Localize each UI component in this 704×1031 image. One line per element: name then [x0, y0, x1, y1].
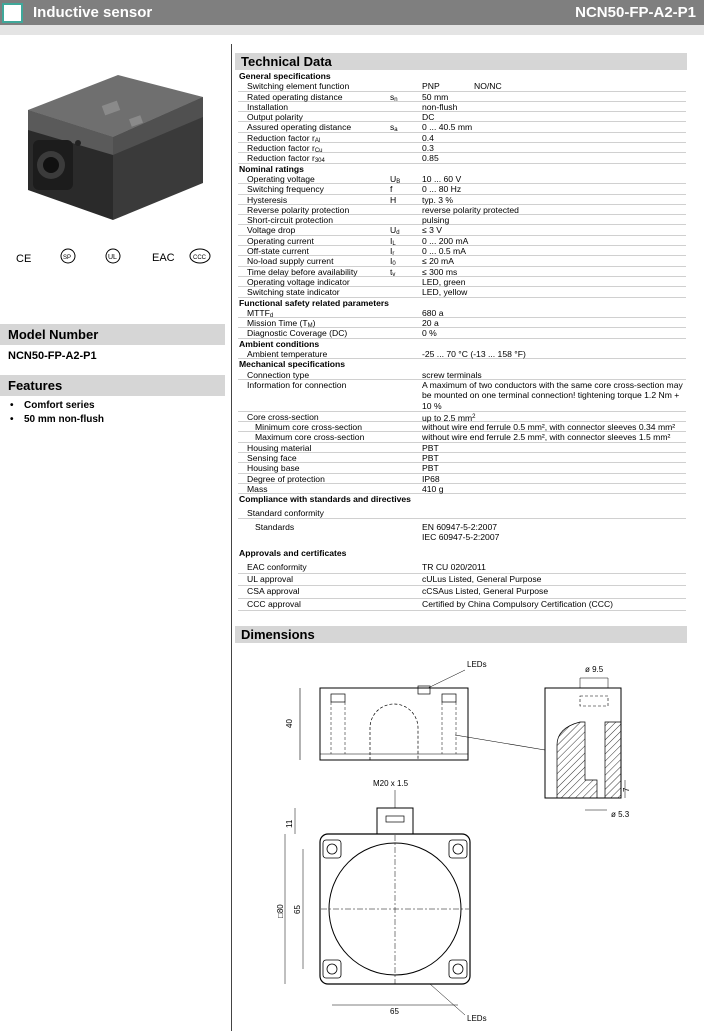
spec-label: Minimum core cross-section	[255, 422, 362, 433]
spec-label: UL approval	[247, 573, 294, 584]
spec-value: PNP	[422, 81, 440, 92]
spec-value: reverse polarity protected	[422, 204, 519, 215]
spec-label: Mass	[247, 483, 268, 494]
spec-row	[238, 133, 686, 143]
dim-eleven: 11	[285, 819, 294, 828]
spec-value: 0 ... 0.5 mA	[422, 246, 466, 257]
spec-row	[238, 112, 686, 122]
spec-value: EN 60947-5-2:2007	[422, 521, 498, 532]
spec-row	[238, 153, 686, 163]
dim-leds-top-label: LEDs	[467, 660, 487, 669]
spec-value: PBT	[422, 452, 439, 463]
dim-diameter-5-3: ø 5.3	[611, 810, 630, 819]
spec-row	[238, 92, 686, 102]
spec-value: 50 mm	[422, 91, 449, 102]
spec-symbol: $U_B$	[390, 173, 401, 185]
features-heading: Features	[0, 375, 225, 396]
feature-item: • 50 mm non-flush	[10, 414, 105, 425]
section-title: Nominal ratings	[239, 163, 304, 174]
spec-value: without wire end ferrule 0.5 mm², with connector sleeves 0.34 mm²	[422, 422, 676, 433]
spec-value: 0.4	[422, 132, 434, 143]
spec-label: No-load supply current	[247, 256, 334, 267]
dim-seven: 7	[622, 787, 631, 792]
dimension-drawing	[235, 650, 700, 1025]
spec-row	[238, 308, 686, 318]
spec-label: Information for connection	[247, 379, 347, 390]
spec-row	[238, 143, 686, 153]
spec-label: Maximum core cross-section	[255, 432, 365, 443]
title-bar	[0, 0, 704, 25]
spec-label: Housing material	[247, 442, 312, 453]
dim-height-40: 40	[285, 719, 294, 728]
spec-label: Reduction factor $r_{304}$	[247, 153, 325, 165]
dim-square-80: □80	[276, 904, 285, 918]
spec-value: cCSAus Listed, General Purpose	[422, 586, 549, 597]
spec-symbol: $I_0$	[390, 256, 396, 268]
spec-value: 680 a	[422, 307, 444, 318]
spec-value: typ. 3 %	[422, 194, 454, 205]
spec-row	[238, 287, 686, 297]
spec-value: Certified by China Compulsory Certification (CCC)	[422, 598, 614, 609]
spec-value: DC	[422, 112, 435, 123]
spec-row	[238, 380, 686, 412]
spec-label: Switching element function	[247, 81, 350, 92]
spec-symbol: $s_n$	[390, 91, 398, 103]
spec-value: LED, green	[422, 276, 466, 287]
spec-value: ≤ 3 V	[422, 225, 443, 236]
model-number-value: NCN50-FP-A2-P1	[8, 350, 97, 362]
spec-symbol: $s_a$	[390, 122, 398, 134]
spec-label: Diagnostic Coverage (DC)	[247, 328, 348, 339]
spec-row	[238, 225, 686, 235]
spec-label: Assured operating distance	[247, 122, 352, 133]
spec-value: screw terminals	[422, 369, 482, 380]
spec-label: CCC approval	[247, 598, 301, 609]
dim-m20-label: M20 x 1.5	[373, 779, 409, 788]
spec-row	[238, 349, 686, 359]
spec-value: 0.85	[422, 153, 439, 164]
spec-value: without wire end ferrule 2.5 mm², with connector sleeves 1.5 mm²	[422, 432, 671, 443]
ce-mark-icon: CE	[16, 253, 32, 265]
product-photo	[18, 55, 213, 225]
spec-value: 0 ... 80 Hz	[422, 184, 462, 195]
spec-row	[238, 586, 686, 598]
spec-value: PBT	[422, 442, 439, 453]
section-title: Mechanical specifications	[239, 359, 346, 370]
spec-row	[238, 474, 686, 484]
spec-label: Housing base	[247, 463, 300, 474]
spec-label: Hysteresis	[247, 194, 288, 205]
spec-value: 0 %	[422, 328, 437, 339]
column-divider	[231, 44, 232, 1031]
spec-symbol: f	[390, 184, 393, 195]
spec-label: Operating voltage indicator	[247, 276, 350, 287]
spec-row	[238, 267, 686, 277]
spec-row	[238, 195, 686, 205]
logo-square-icon	[2, 3, 23, 23]
spec-row	[238, 532, 686, 542]
spec-row	[238, 174, 686, 184]
spec-row	[238, 370, 686, 380]
spec-row	[238, 256, 686, 266]
spec-row	[238, 443, 686, 453]
spec-value: non-flush	[422, 101, 458, 112]
spec-label: Installation	[247, 101, 289, 112]
certification-marks	[10, 242, 220, 272]
model-number-heading: Model Number	[0, 324, 225, 345]
spec-row	[238, 463, 686, 473]
spec-label: Reverse polarity protection	[247, 204, 350, 215]
spec-value: ≤ 20 mA	[422, 256, 454, 267]
section-title: General specifications	[239, 71, 331, 81]
spec-label: EAC conformity	[247, 561, 307, 572]
spec-value: 20 a	[422, 318, 439, 329]
spec-label: Standards	[255, 521, 295, 532]
dim-diameter-9-5: ø 9.5	[585, 665, 604, 674]
spec-value: up to 2.5 $mm^2$	[422, 412, 476, 423]
spec-label: CSA approval	[247, 586, 300, 597]
spec-row	[238, 562, 686, 574]
spec-value: A maximum of two conductors with the same core cross-section may be mounted on one terminal connection! tightening torque 1.2 Nm + 10 %	[422, 379, 683, 411]
model-title: NCN50-FP-A2-P1	[575, 4, 696, 21]
svg-text:UL: UL	[108, 254, 117, 261]
spec-label: Connection type	[247, 369, 310, 380]
spec-label: Degree of protection	[247, 473, 325, 484]
spec-label: Standard conformity	[247, 508, 324, 519]
svg-text:SP: SP	[63, 255, 72, 261]
spec-row	[238, 122, 686, 132]
spec-label: Operating current	[247, 235, 314, 246]
spec-symbol: H	[390, 194, 397, 205]
spec-row	[238, 599, 686, 611]
spec-row	[238, 184, 686, 194]
spec-label: Rated operating distance	[247, 91, 343, 102]
spec-row	[238, 277, 686, 287]
spec-label: Reduction factor $r_{Cu}$	[247, 143, 323, 155]
technical-data-heading: Technical Data	[235, 53, 687, 70]
spec-label: Sensing face	[247, 452, 297, 463]
spec-row	[238, 205, 686, 215]
spec-label: Switching frequency	[247, 184, 324, 195]
page-title: Inductive sensor	[33, 4, 153, 21]
spec-label: Time delay before availability	[247, 266, 358, 277]
spec-row	[238, 246, 686, 256]
spec-row	[238, 215, 686, 225]
spec-label: Off-state current	[247, 246, 309, 257]
spec-value: TR CU 020/2011	[422, 561, 486, 572]
spec-row	[238, 102, 686, 112]
dim-horizontal-65: 65	[390, 1007, 399, 1016]
spec-label: Mission Time $(T_M)$	[247, 318, 316, 330]
spec-value: PBT	[422, 463, 439, 474]
header-underbar	[0, 25, 704, 35]
feature-item: • Comfort series	[10, 400, 95, 411]
spec-label: Voltage drop	[247, 225, 296, 236]
eac-mark-icon: EAC	[152, 252, 175, 264]
spec-label: Operating voltage	[247, 173, 315, 184]
spec-row	[238, 453, 686, 463]
spec-row	[238, 484, 686, 494]
spec-value: cULus Listed, General Purpose	[422, 573, 542, 584]
section-title: Approvals and certificates	[239, 548, 347, 559]
spec-row	[238, 508, 686, 518]
spec-label: Short-circuit protection	[247, 215, 333, 226]
spec-value: 0.3	[422, 143, 434, 154]
spec-symbol: $I_r$	[390, 246, 395, 258]
spec-value: LED, yellow	[422, 287, 468, 298]
spec-value: ≤ 300 ms	[422, 266, 458, 277]
spec-row	[238, 422, 686, 432]
spec-value: 0 ... 40.5 mm	[422, 122, 473, 133]
spec-label: $MTTF_d$	[247, 307, 274, 319]
spec-row	[238, 522, 686, 532]
spec-row	[238, 328, 686, 338]
spec-row	[238, 236, 686, 246]
spec-value: 410 g	[422, 483, 444, 494]
spec-row	[238, 432, 686, 442]
spec-value: -25 ... 70 °C (-13 ... 158 °F)	[422, 349, 526, 360]
spec-label: Core cross-section	[247, 411, 319, 422]
spec-row	[238, 574, 686, 586]
dim-vertical-65: 65	[293, 905, 302, 914]
spec-symbol: $I_L$	[390, 235, 396, 247]
spec-row	[238, 412, 686, 422]
section-title: Ambient conditions	[239, 338, 320, 349]
spec-symbol: $t_v$	[390, 266, 396, 278]
spec-label: Output polarity	[247, 112, 303, 123]
svg-text:CCC: CCC	[193, 255, 206, 261]
spec-value: 10 ... 60 V	[422, 173, 462, 184]
section-title: Compliance with standards and directives	[239, 494, 411, 505]
spec-label: Switching state indicator	[247, 287, 340, 298]
spec-row	[238, 318, 686, 328]
spec-value: IP68	[422, 473, 440, 484]
spec-value: IEC 60947-5-2:2007	[422, 532, 500, 543]
technical-data-table	[238, 71, 686, 611]
section-title: Functional safety related parameters	[239, 297, 389, 308]
spec-value-2: NO/NC	[474, 81, 502, 92]
spec-symbol: $U_d$	[390, 225, 400, 237]
spec-value: 0 ... 200 mA	[422, 235, 469, 246]
spec-row	[238, 81, 686, 91]
dim-leds-bottom-label: LEDs	[467, 1014, 487, 1023]
dimensions-heading: Dimensions	[235, 626, 687, 643]
spec-label: Ambient temperature	[247, 349, 328, 360]
spec-value: pulsing	[422, 215, 450, 226]
spec-label: Reduction factor $r_{Al}$	[247, 132, 321, 144]
